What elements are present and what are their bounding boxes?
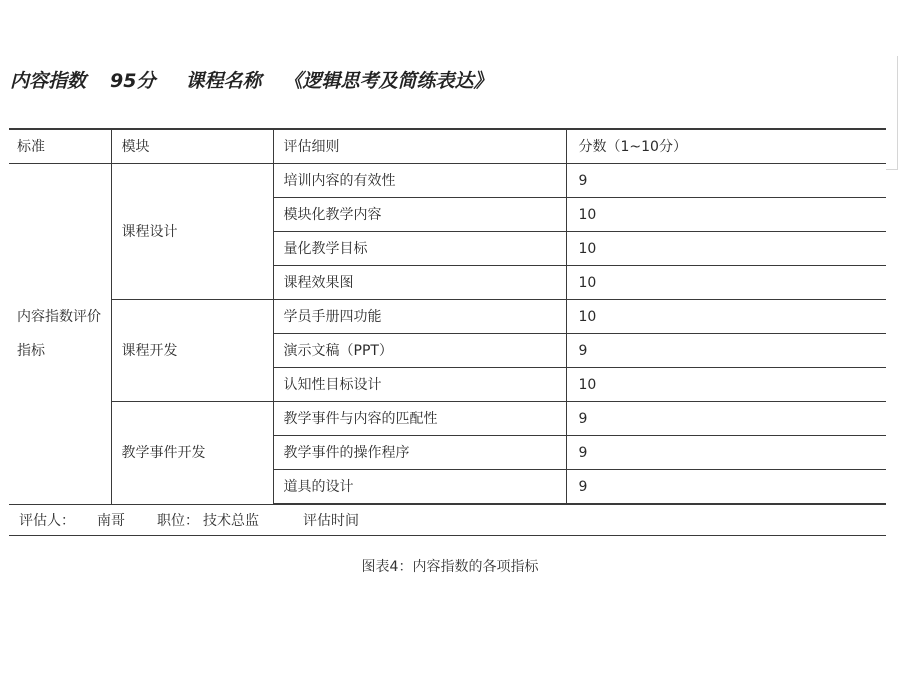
- criteria-cell: 课程效果图: [273, 266, 566, 300]
- position-label: 职位：: [157, 512, 199, 529]
- header-criteria: 评估细则: [273, 129, 566, 164]
- criteria-cell: 演示文稿（PPT）: [273, 334, 566, 368]
- table-row: [9, 300, 886, 334]
- course-label: 课程名称: [185, 69, 262, 92]
- criteria-cell: 道具的设计: [273, 470, 566, 505]
- score-cell: 10: [566, 300, 886, 334]
- table-row: [9, 402, 886, 436]
- criteria-cell: 培训内容的有效性: [273, 164, 566, 198]
- score-cell: 9: [566, 164, 886, 198]
- figure-caption: [0, 556, 900, 576]
- module-cell: 课程开发: [111, 300, 273, 402]
- standard-cell: 内容指数评价指标: [9, 164, 111, 505]
- module-cell: 教学事件开发: [111, 402, 273, 505]
- criteria-cell: 认知性目标设计: [273, 368, 566, 402]
- evaluation-time-label: 评估时间: [303, 512, 359, 529]
- header-standard: 标准: [9, 129, 111, 164]
- criteria-cell: 量化教学目标: [273, 232, 566, 266]
- criteria-cell: 教学事件的操作程序: [273, 436, 566, 470]
- course-name: 《逻辑思考及简练表达》: [283, 69, 493, 92]
- page-edge-line: [897, 56, 898, 170]
- table-row: [9, 164, 886, 198]
- header-score: 分数（1~10分）: [566, 129, 886, 164]
- criteria-cell: 学员手册四功能: [273, 300, 566, 334]
- score-cell: 9: [566, 402, 886, 436]
- score-cell: 10: [566, 266, 886, 300]
- page-title: [10, 64, 493, 94]
- score-cell: 9: [566, 334, 886, 368]
- evaluator-name: 南哥: [97, 512, 125, 529]
- score-cell: 9: [566, 436, 886, 470]
- caption-text: 图表4：内容指数的各项指标: [361, 559, 539, 575]
- score-cell: 10: [566, 198, 886, 232]
- evaluator-label: 评估人：: [19, 512, 75, 529]
- module-cell: 课程设计: [111, 164, 273, 300]
- page-edge-corner: [886, 169, 898, 170]
- score-cell: 9: [566, 470, 886, 505]
- index-score: 95分: [110, 69, 156, 92]
- criteria-cell: 教学事件与内容的匹配性: [273, 402, 566, 436]
- table-header-row: [9, 129, 886, 164]
- score-cell: 10: [566, 232, 886, 266]
- evaluation-footer: [9, 504, 886, 536]
- header-module: 模块: [111, 129, 273, 164]
- index-label: 内容指数: [10, 69, 87, 92]
- position-value: 技术总监: [203, 512, 259, 529]
- score-cell: 10: [566, 368, 886, 402]
- evaluation-table: [9, 128, 886, 505]
- criteria-cell: 模块化教学内容: [273, 198, 566, 232]
